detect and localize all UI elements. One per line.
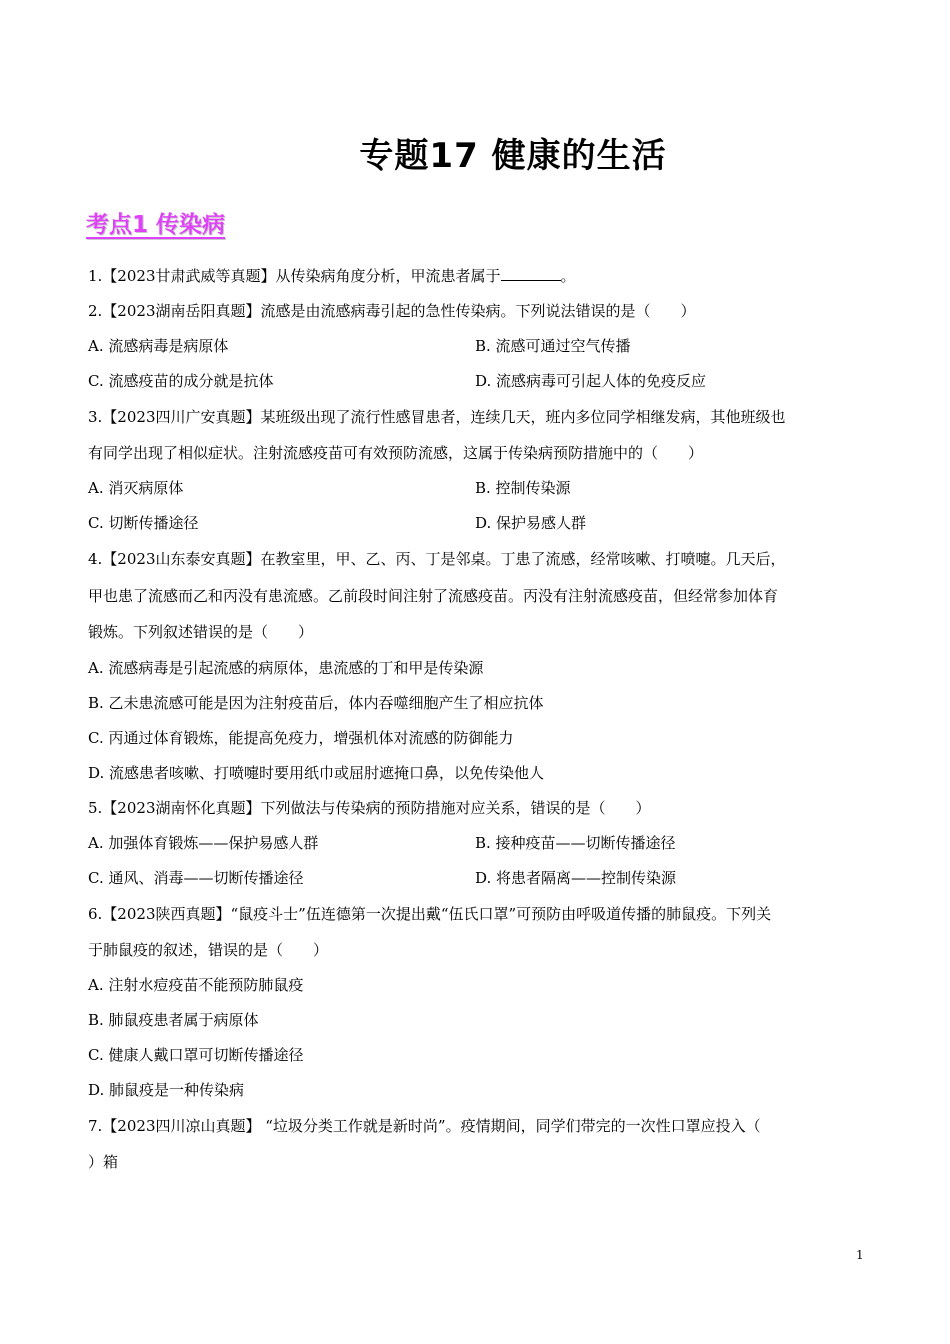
question-5-option-a: A. 加强体育锻炼——保护易感人群	[88, 834, 319, 852]
section-heading: 考点1 传染病	[86, 212, 226, 238]
question-4-option-c: C. 丙通过体育锻炼，能提高免疫力，增强机体对流感的防御能力	[88, 729, 514, 747]
question-5-option-b: B. 接种疫苗——切断传播途径	[475, 834, 676, 852]
question-6-option-a: A. 注射水痘疫苗不能预防肺鼠疫	[88, 976, 304, 994]
question-4-option-d: D. 流感患者咳嗽、打喷嚏时要用纸巾或屈肘遮掩口鼻，以免传染他人	[88, 764, 545, 782]
question-6-stem-line-2: 于肺鼠疫的叙述，错误的是（ ）	[88, 941, 329, 959]
question-2-option-c: C. 流感疫苗的成分就是抗体	[88, 372, 274, 390]
question-7-stem-line-1: 7.【2023四川凉山真题】 “垃圾分类工作就是新时尚”。疫情期间，同学们带完的一次性口罩应投入（	[88, 1117, 761, 1135]
question-2-option-d: D. 流感病毒可引起人体的免疫反应	[475, 372, 707, 390]
question-1-tail: 。	[560, 267, 576, 285]
question-7-stem-line-2: ）箱	[88, 1153, 119, 1171]
question-4-stem-line-2: 甲也患了流感而乙和丙没有患流感。乙前段时间注射了流感疫苗。丙没有注射流感疫苗，但经常参加体育	[88, 587, 779, 605]
question-4-option-a: A. 流感病毒是引起流感的病原体，患流感的丁和甲是传染源	[88, 659, 484, 677]
question-1	[88, 266, 576, 286]
question-2-option-a: A. 流感病毒是病原体	[88, 337, 229, 355]
question-2-option-b: B. 流感可通过空气传播	[475, 337, 631, 355]
question-3-stem-line-2: 有同学出现了相似症状。注射流感疫苗可有效预防流感，这属于传染病预防措施中的（ ）	[88, 444, 704, 462]
question-4-stem-line-3: 锻炼。下列叙述错误的是（ ）	[88, 623, 314, 641]
answer-blank	[501, 266, 561, 281]
question-5-stem: 5.【2023湖南怀化真题】下列做法与传染病的预防措施对应关系，错误的是（ ）	[88, 799, 651, 817]
page-title: 专题17 健康的生活	[359, 136, 667, 176]
question-5-option-c: C. 通风、消毒——切断传播途径	[88, 869, 304, 887]
question-3-option-c: C. 切断传播途径	[88, 514, 199, 532]
question-3-option-d: D. 保护易感人群	[475, 514, 587, 532]
question-6-option-b: B. 肺鼠疫患者属于病原体	[88, 1011, 259, 1029]
question-1-text: 1.【2023甘肃武威等真题】从传染病角度分析，甲流患者属于	[88, 267, 501, 285]
question-2-stem: 2.【2023湖南岳阳真题】流感是由流感病毒引起的急性传染病。下列说法错误的是（ ）	[88, 302, 696, 320]
question-4-stem-line-1: 4.【2023山东泰安真题】在教室里，甲、乙、丙、丁是邻桌。丁患了流感，经常咳嗽、打喷嚏。几天后，	[88, 550, 786, 568]
question-5-option-d: D. 将患者隔离——控制传染源	[475, 869, 677, 887]
question-6-option-d: D. 肺鼠疫是一种传染病	[88, 1081, 245, 1099]
question-4-option-b: B. 乙未患流感可能是因为注射疫苗后，体内吞噬细胞产生了相应抗体	[88, 694, 544, 712]
question-6-option-c: C. 健康人戴口罩可切断传播途径	[88, 1046, 304, 1064]
question-3-option-a: A. 消灭病原体	[88, 479, 184, 497]
page-number: 1	[856, 1248, 864, 1262]
question-6-stem-line-1: 6.【2023陕西真题】“鼠疫斗士”伍连德第一次提出戴“伍氏口罩”可预防由呼吸道传播的肺鼠疫。下列关	[88, 905, 772, 923]
question-3-option-b: B. 控制传染源	[475, 479, 571, 497]
question-3-stem-line-1: 3.【2023四川广安真题】某班级出现了流行性感冒患者，连续几天，班内多位同学相继发病，其他班级也	[88, 408, 786, 426]
